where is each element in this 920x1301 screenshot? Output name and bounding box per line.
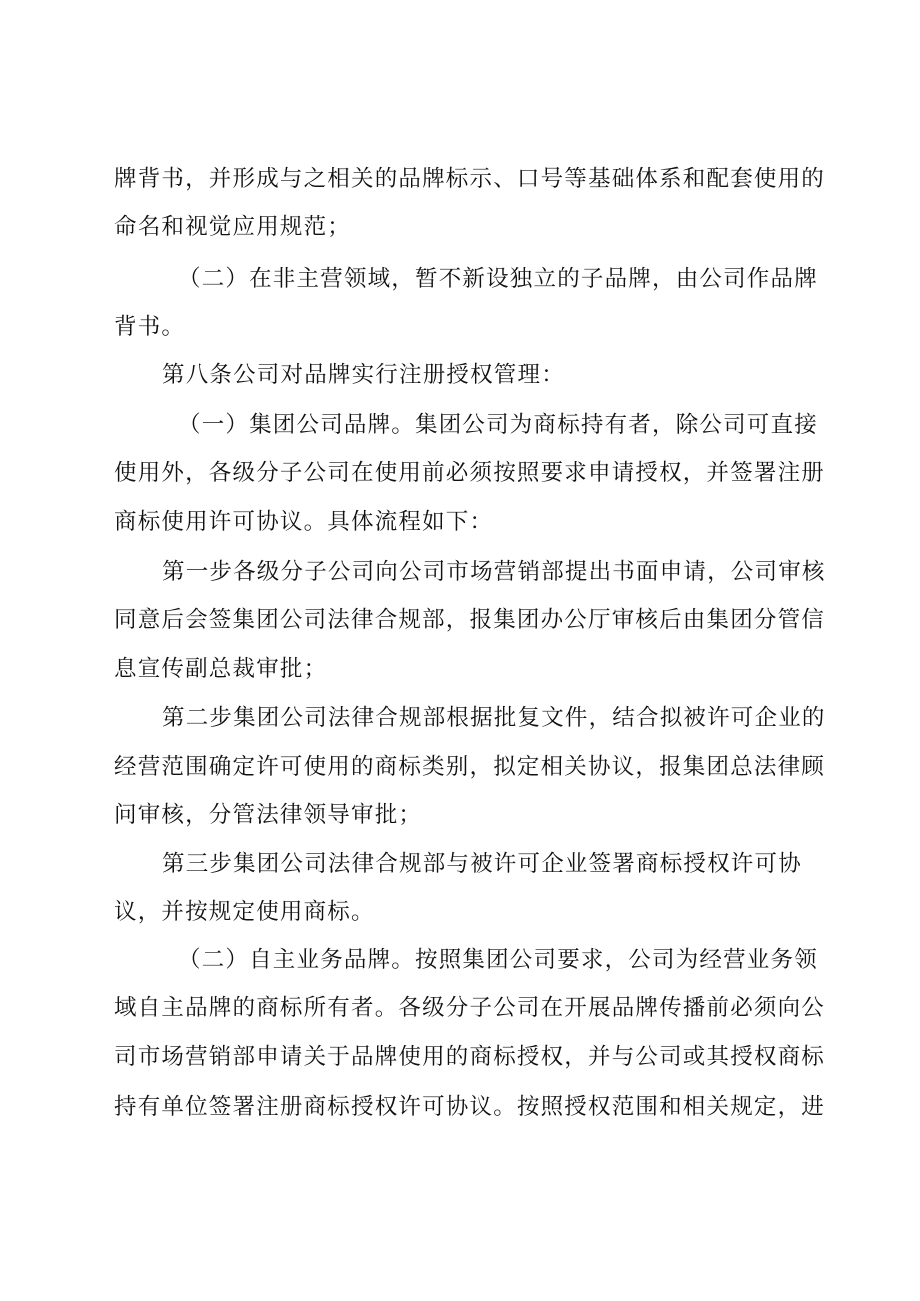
- text-line: 第一步各级分子公司向公司市场营销部提出书面申请，公司审核: [162, 559, 826, 585]
- text-line: 议，并按规定使用商标。: [114, 899, 375, 925]
- text-line: 息宣传副总裁审批；: [114, 656, 328, 682]
- text-line: 持有单位签署注册商标授权许可协议。按照授权范围和相关规定，进: [114, 1094, 826, 1120]
- text-line: （二）自主业务品牌。按照集团公司要求，公司为经营业务领: [178, 947, 818, 973]
- text-line: 商标使用许可协议。具体流程如下：: [114, 509, 494, 535]
- text-line: 命名和视觉应用规范；: [114, 214, 352, 240]
- text-line: 问审核，分管法律领导审批；: [114, 802, 423, 828]
- text-line: 牌背书，并形成与之相关的品牌标示、口号等基础体系和配套使用的: [114, 166, 826, 192]
- text-line: 第三步集团公司法律合规部与被许可企业签署商标授权许可协: [162, 851, 802, 877]
- text-line: 司市场营销部申请关于品牌使用的商标授权，并与公司或其授权商标: [114, 1044, 826, 1070]
- text-line: 经营范围确定许可使用的商标类别，拟定相关协议，报集团总法律顾: [114, 754, 826, 780]
- text-line: （二）在非主营领域，暂不新设独立的子品牌，由公司作品牌: [178, 266, 818, 292]
- text-line: 域自主品牌的商标所有者。各级分子公司在开展品牌传播前必须向公: [114, 995, 826, 1021]
- text-line: 第二步集团公司法律合规部根据批复文件，结合拟被许可企业的: [162, 705, 826, 731]
- text-line: 背书。: [114, 314, 186, 340]
- text-line: 使用外，各级分子公司在使用前必须按照要求申请授权，并签署注册: [114, 460, 826, 486]
- section-heading: 第八条公司对品牌实行注册授权管理：: [162, 362, 565, 388]
- text-line: （一）集团公司品牌。集团公司为商标持有者，除公司可直接: [178, 412, 818, 438]
- text-line: 同意后会签集团公司法律合规部，报集团办公厅审核后由集团分管信: [114, 607, 826, 633]
